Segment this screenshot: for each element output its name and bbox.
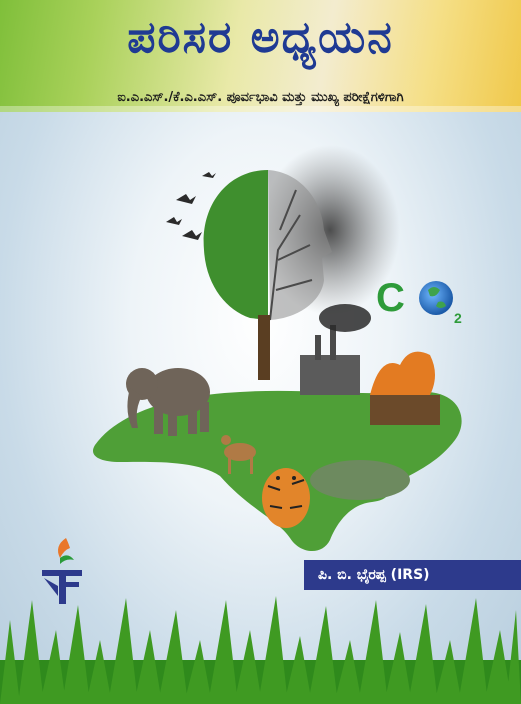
pond: [310, 460, 410, 500]
tree-head: [204, 170, 332, 380]
tiger: [262, 468, 310, 528]
co2-subscript: 2: [454, 310, 462, 326]
book-subtitle: ಐ.ಎ.ಎಸ್./ಕೆ.ಎ.ಎಸ್. ಪೂರ್ವಭಾವಿ ಮತ್ತು ಮುಖ್ಯ ಪರೀಕ್ಷೆಗಳಿಗಾಗಿ: [117, 90, 404, 105]
publisher-logo: [40, 536, 86, 606]
co2-logo: [419, 281, 453, 315]
factory: [300, 304, 371, 395]
author-name: ಪಿ. ಬಿ. ಭೈರಪ್ಪ (IRS): [304, 560, 521, 590]
forest-fire: [370, 352, 440, 425]
grass: [0, 596, 521, 704]
co2-text: [376, 276, 462, 326]
book-title: ಪರಿಸರ ಅಧ್ಯಯನ: [127, 12, 394, 63]
co2-c: C: [376, 276, 405, 320]
